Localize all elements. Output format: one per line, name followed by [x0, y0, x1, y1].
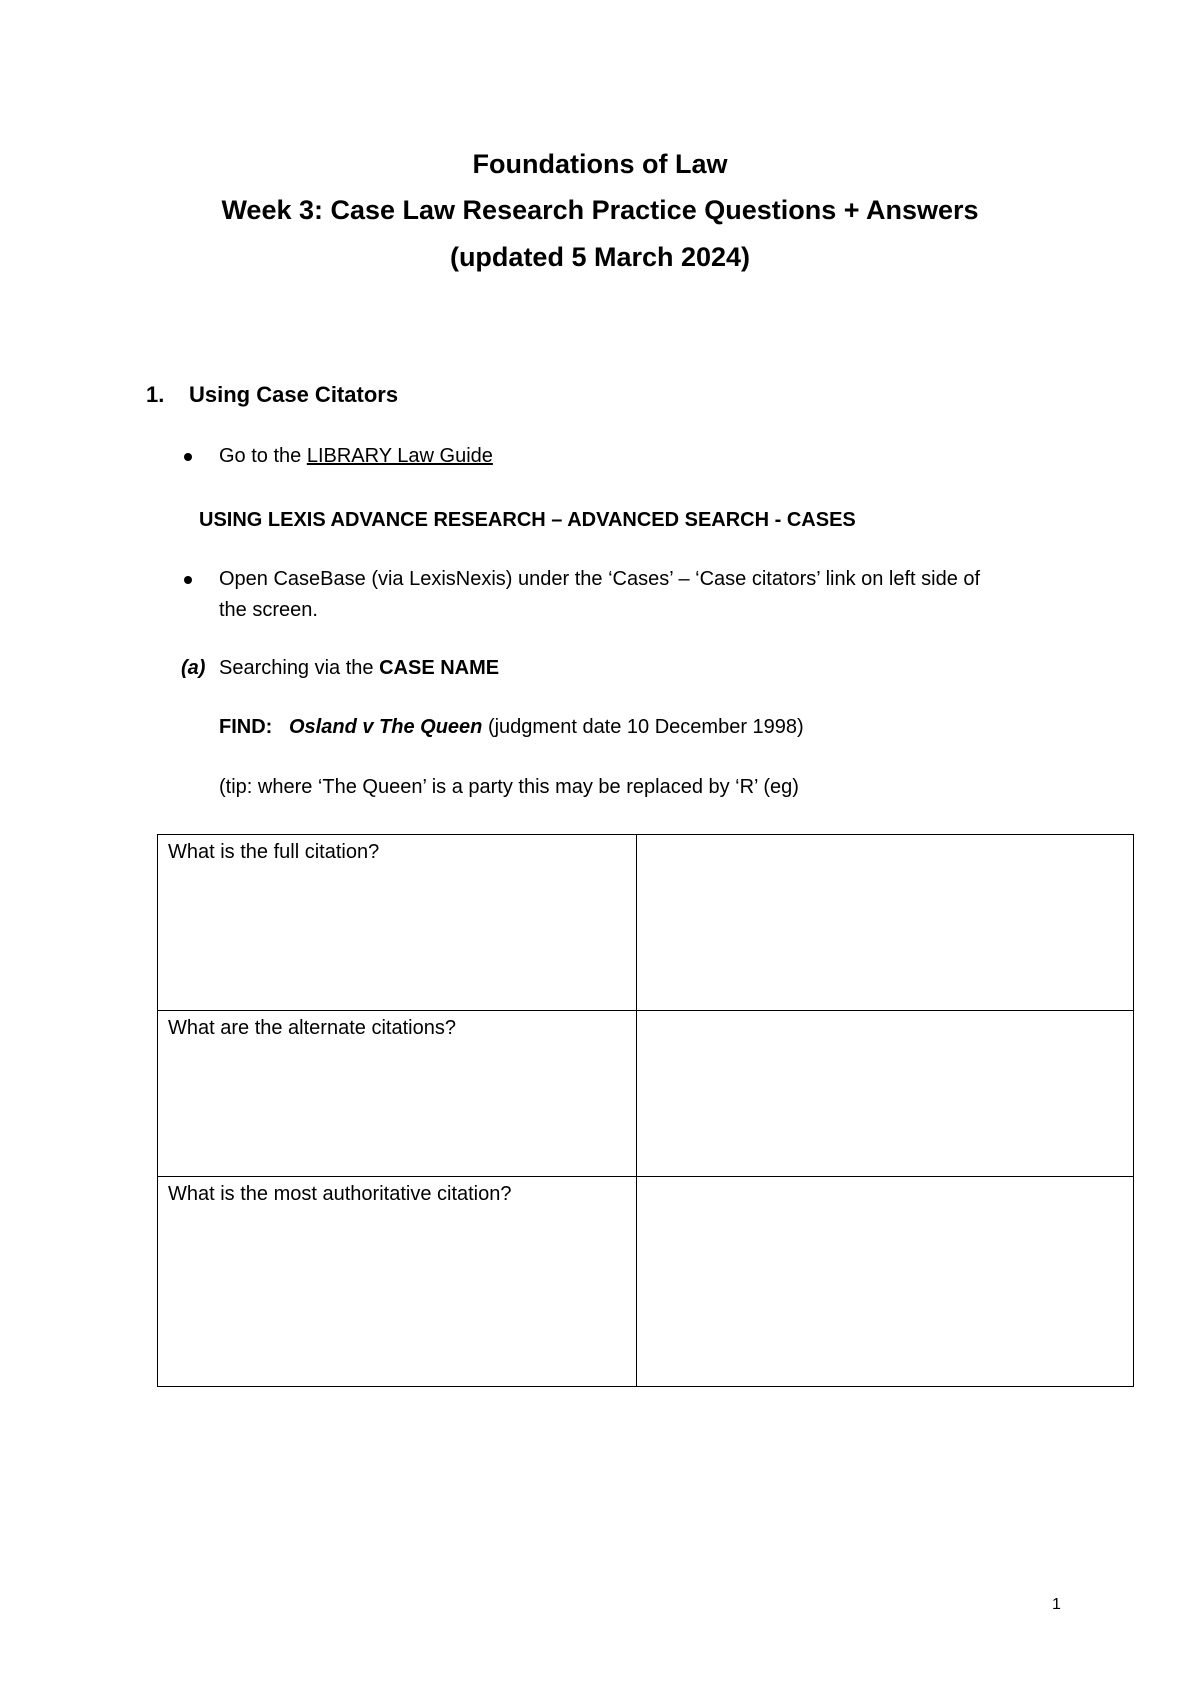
part-a-text — [219, 657, 499, 680]
question-cell: What is the most authoritative citation? — [158, 1177, 637, 1387]
find-label: FIND: — [219, 716, 273, 738]
page-number: 1 — [1052, 1596, 1061, 1613]
bullet-casebase-line1: Open CaseBase (via LexisNexis) under the ‘Cases’ – ‘Case citators’ link on left side of — [219, 568, 981, 590]
question-cell: What is the full citation? — [158, 835, 637, 1011]
section-number: 1. — [146, 382, 165, 407]
citation-table — [157, 834, 1134, 1387]
answer-cell[interactable] — [637, 1177, 1134, 1387]
answer-cell[interactable] — [637, 1011, 1134, 1177]
table-row — [158, 1177, 1134, 1387]
section-heading: Using Case Citators — [189, 382, 399, 407]
part-a-label: (a) — [181, 657, 206, 679]
bullet-icon — [184, 453, 192, 461]
question-cell: What are the alternate citations? — [158, 1011, 637, 1177]
bullet-library-guide — [219, 445, 493, 468]
find-rest: (judgment date 10 December 1998) — [482, 716, 804, 738]
library-law-guide-link[interactable]: LIBRARY Law Guide — [306, 445, 493, 467]
find-case-name: Osland v The Queen — [289, 716, 483, 738]
document-subtitle: Week 3: Case Law Research Practice Questions + Answers — [221, 195, 979, 225]
bullet-text: Go to the — [219, 445, 307, 467]
lexis-subheading: USING LEXIS ADVANCE RESEARCH – ADVANCED SEARCH - CASES — [199, 509, 856, 531]
part-a-text-plain: Searching via the — [219, 657, 380, 679]
document-title: Foundations of Law — [472, 149, 728, 179]
updated-date: (updated 5 March 2024) — [449, 242, 751, 272]
answer-cell[interactable] — [637, 835, 1134, 1011]
find-line — [219, 716, 804, 739]
part-a-text-bold: CASE NAME — [379, 657, 500, 679]
table-row — [158, 835, 1134, 1011]
bullet-icon — [184, 576, 192, 584]
tip-text: (tip: where ‘The Queen’ is a party this may be replaced by ‘R’ (eg) — [219, 776, 799, 798]
table-row — [158, 1011, 1134, 1177]
bullet-casebase-line2: the screen. — [219, 599, 318, 621]
